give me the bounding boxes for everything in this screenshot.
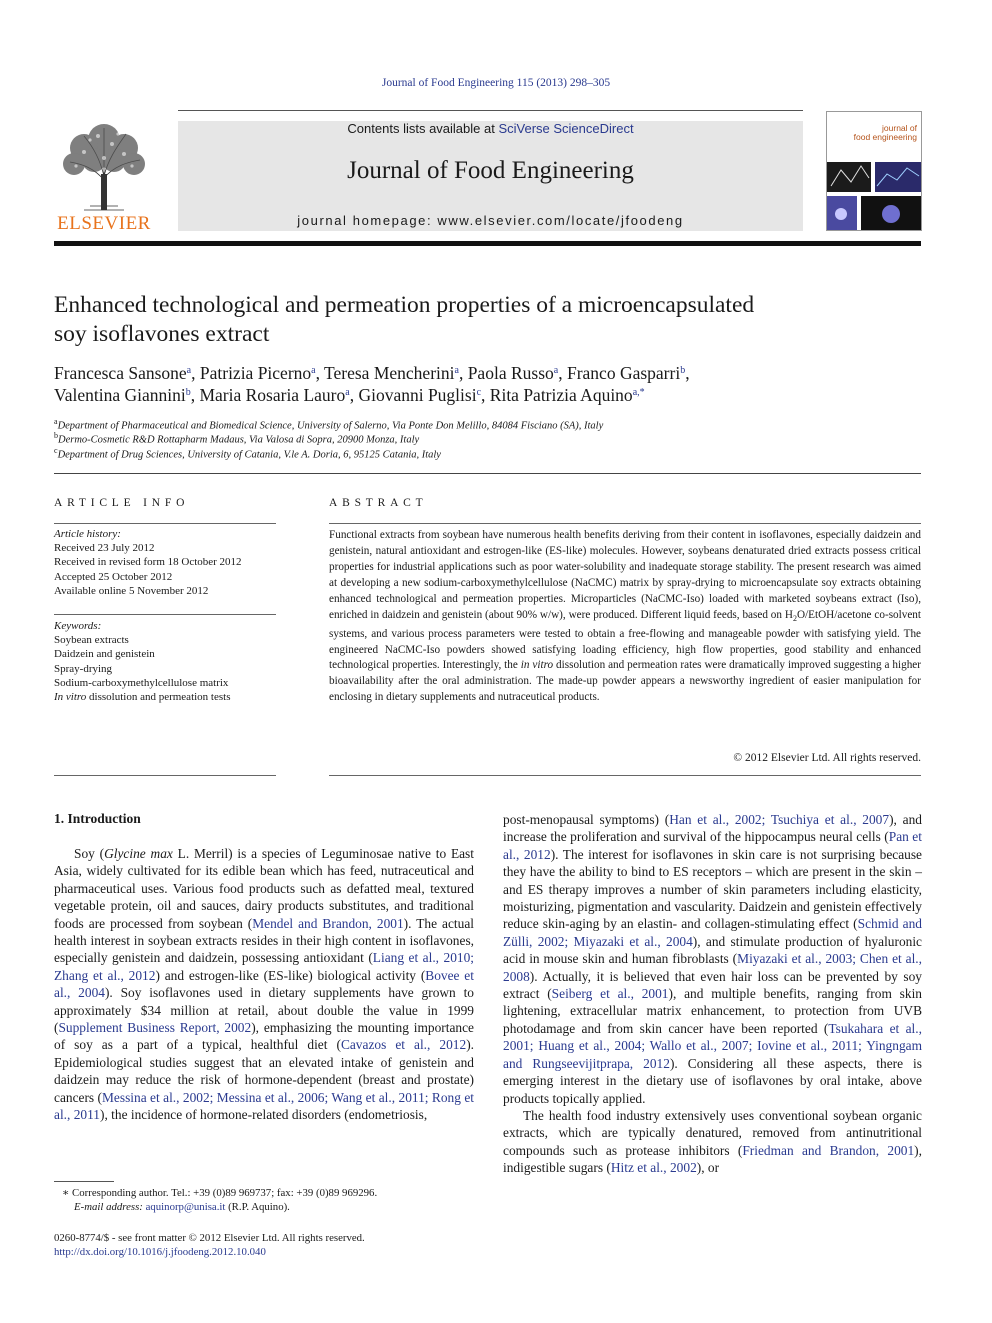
journal-citation[interactable]: Journal of Food Engineering 115 (2013) 298–305 (381, 77, 611, 89)
citation-link[interactable]: Seiberg et al., 2001 (551, 986, 669, 1002)
author-affiliation-link[interactable]: a (454, 365, 459, 376)
citation-link[interactable]: Messina et al., 2002; Messina et al., 2006; Wang et al., 2011; Rong et al., 2011 (54, 1089, 474, 1123)
citation-link[interactable]: Mendel and Brandon, 2001 (252, 915, 404, 931)
journal-cover-thumbnail (826, 111, 922, 231)
paragraph: post-menopausal symptoms) (Han et al., 2002; Tsuchiya et al., 2007), and increase the proliferation and survival of the hippocampus neural cells (Pan et al., 2012). The interest for isoflavones in skin care is not surprising because they have the ability to bind to ES receptors – which are present in the skin – and ES therapy improves a number of skin parameters including elasticity, moisturizing, pigmentation and vascularity. Daidzein and genistein effectively reduce skin-aging by an elastin- and collagen-stimulating effect (Schmid and Zülli, 2002; Miyazaki et al., 2004), and stimulate production of hyaluronic acid in mouse skin and human fibroblasts (Miyazaki et al., 2003; Chen et al., 2008). Actually, it is believed that even hair loss can be prevented by soy extract (Seiberg et al., 2001), and multiple benefits, ranging from skin lightening, extracellular matrix enhancement, to protection from UVB photodamage and from skin cancer have been reported (Tsukahara et al., 2001; Huang et al., 2004; Wallo et al., 2007; Iovine et al., 2011; Yingngam and Rungseevijitprapa, 2012). Considering all these aspects, there is emerging interest in the dietary use of isoflavones by oral intake, above products topically applied. (503, 812, 923, 1106)
citation-link[interactable]: Han et al., 2002; Tsuchiya et al., 2007 (669, 812, 890, 827)
citation-link[interactable]: Schmid and Zülli, 2002; Miyazaki et al., 2004 (503, 916, 923, 949)
citation-link[interactable]: Supplement Business Report, 2002 (58, 1020, 252, 1036)
history-item: Received in revised form 18 October 2012 (54, 556, 242, 569)
journal-banner (178, 121, 803, 231)
affiliation-divider (54, 473, 921, 474)
asterisk-mark: ∗ (62, 1187, 73, 1199)
citation-link[interactable]: Miyazaki et al., 2003; Chen et al., 2008 (503, 951, 922, 984)
header-bottom-rule (54, 241, 921, 246)
author-affiliation-link[interactable]: a (186, 365, 192, 376)
author: Paola Russo$^a$, (467, 363, 567, 383)
citation-link[interactable]: Hitz et al., 2002 (610, 1160, 697, 1176)
keywords-rule (54, 614, 276, 615)
body-column-left (54, 845, 474, 1124)
author: Valentina Giannini$^b$, (54, 385, 200, 405)
footnote-rule (54, 1181, 114, 1182)
article-title (54, 291, 934, 349)
journal-title: Journal of Food Engineering (347, 157, 634, 184)
keyword: Soybean extracts (54, 634, 129, 647)
doi-url[interactable]: http://dx.doi.org/10.1016/j.jfoodeng.2012.10.040 (54, 1246, 266, 1258)
abstract-rule (329, 523, 921, 524)
article-title-line2: soy isoflavones extract (54, 321, 270, 347)
author: Patrizia Picerno$^a$, (199, 363, 325, 383)
author: Franco Gasparri$^b$, (566, 363, 690, 383)
sciencedirect-link[interactable]: SciVerse ScienceDirect (498, 121, 634, 136)
author: Francesca Sansone$^a$, (54, 363, 200, 383)
email-note: E-mail address: aquinorp@unisa.it (R.P. Aquino). (74, 1201, 290, 1213)
corresponding-author-note: ∗ Corresponding author. Tel.: +39 (0)89 969737; fax: +39 (0)89 969296. (62, 1187, 378, 1199)
section-heading-introduction: 1. Introduction (54, 811, 141, 826)
article-history (54, 527, 276, 598)
history-item: Accepted 25 October 2012 (54, 570, 173, 583)
abstract-text: Functional extracts from soybean have numerous health benefits deriving from their content in isoflavones, especially daidzein and genistein, natural antioxidant and estrogen-like (ES-like) molecules. However, soybeans denaturated dried extracts possess critical properties for industrial applications such as poor water-solubility and inadequate storage stability. The present research was aimed at developing a new sodium-carboxymethylcellulose (NaCMC) matrix by spray-drying to microencapsulate soy extracts obtaining enhanced technological and permeation properties. Microparticles (NaCMC-Iso) loaded with marketed soybeans extract (Iso), enriched in daidzein and genistein (about 90% w/w), were produced. Different liquid feeds, based on $H_2O/EtOH$/acetone co-solvent systems, and various process parameters were tested to obtain a free-flowing and manageable powder with satisfying yield. The engineered NaCMC-Iso powders showed satisfying loading efficiency, high flow properties, good stability and enhanced technological properties. Interestingly, the in vitro dissolution and permeation rates were dramatically improved suggesting a higher bioavailability after the oral administration. The made-up powder appears a newsworthy ingredient of easier manipulation for enclosing in dietary supplements and nutraceutical products. (329, 529, 922, 704)
paragraph: The health food industry extensively uses conventional soybean organic extracts, which are typically denatured, removed from antinutritional compounds such as protease inhibitors (Friedman and Brandon, 2001), indigestible sugars (Hitz et al., 2002), or (503, 1107, 922, 1176)
contents-prefix: Contents lists available at (347, 121, 499, 136)
cover-title-line2: food engineering (853, 132, 917, 142)
author: Giovanni Puglisi$^c$, (358, 385, 490, 405)
author-affiliation-link[interactable]: a (345, 387, 350, 398)
cover-title (827, 124, 917, 142)
author-affiliation-link[interactable]: b (680, 365, 686, 376)
authors-line1 (54, 362, 934, 384)
abstract-copyright: © 2012 Elsevier Ltd. All rights reserved. (733, 752, 921, 764)
author-affiliation-link[interactable]: a,* (632, 387, 645, 398)
doi-link[interactable] (54, 1245, 484, 1259)
history-item: Available online 5 November 2012 (54, 584, 209, 597)
citation-link[interactable]: Bovee et al., 2004 (54, 967, 474, 1001)
citation-link[interactable]: Friedman and Brandon, 2001 (742, 1142, 915, 1158)
author-affiliation-link[interactable]: c (476, 387, 482, 398)
citation-link[interactable]: Liang et al., 2010; Zhang et al., 2012 (54, 950, 474, 983)
author: Maria Rosaria Lauro$^a$, (199, 385, 359, 405)
body-column-right (503, 811, 922, 1177)
keyword: Sodium-carboxymethylcellulose matrix (54, 676, 229, 689)
article-title-line1: Enhanced technological and permeation properties of a microencapsulated (54, 292, 755, 318)
cover-title-line1: journal of (882, 123, 917, 133)
contents-line (178, 121, 803, 136)
authors-line2 (54, 384, 934, 406)
header-top-rule (178, 110, 803, 111)
journal-homepage[interactable]: journal homepage: www.elsevier.com/locate/jfoodeng (297, 213, 684, 228)
author-affiliation-link[interactable]: b (185, 387, 191, 398)
article-info-heading: ARTICLE INFO (54, 497, 190, 509)
author: Rita Patrizia Aquino$^{a,*}$ (489, 385, 645, 405)
author: Teresa Mencherini$^a$, (324, 363, 468, 383)
issn-line: 0260-8774/$ - see front matter © 2012 Elsevier Ltd. All rights reserved. (54, 1232, 365, 1244)
history-item: Received 23 July 2012 (54, 542, 155, 555)
affiliation: $^a$Department of Pharmaceutical and Biomedical Science, University of Salerno, Via Ponte Don Melillo, 84084 Fisciano (SA), Italy (54, 417, 604, 432)
cover-artwork (827, 156, 921, 230)
keyword: In vitro dissolution and permeation tests (54, 691, 231, 704)
affiliation: $^b$Dermo-Cosmetic R&D Rottapharm Madaus, Via Valosa di Sopra, 20900 Monza, Italy (54, 431, 420, 446)
affiliation: $^c$Department of Drug Sciences, University of Catania, V.le A. Doria, 6, 95125 Catania, Italy (54, 446, 441, 461)
elsevier-wordmark: ELSEVIER (57, 213, 151, 234)
article-info-rule (54, 523, 276, 524)
keyword: Spray-drying (54, 662, 113, 675)
article-info-bottom-rule (54, 775, 276, 776)
abstract-bottom-rule (329, 775, 921, 776)
paragraph: Soy (Glycine max L. Merril) is a species of Leguminosae native to East Asia, widely cultivated for its edible bean which has feed, nutraceutical and pharmaceutical uses. Various food products such as defatted meal, textured vegetable protein, oil and sauces, dairy products substitutes, and traditional foods are processed from soybean (Mendel and Brandon, 2001). The actual health interest in soybean extracts resides in their high content in isoflavones, especially genistein and daidzein, possessing antioxidant (Liang et al., 2010; Zhang et al., 2012) and estrogen-like (ES-like) biological activity (Bovee et al., 2004). Soy isoflavones used in dietary supplements have grown to approximately $34 million at retail, about double the value in 1999 (Supplement Business Report, 2002), emphasizing the mounting importance of soy as a part of a typical, healthful diet (Cavazos et al., 2012). Epidemiological studies suggest that an elevated intake of genistein and daidzein may reduce the risk of hormone-dependent (breast and prostate) cancers (Messina et al., 2002; Messina et al., 2006; Wang et al., 2011; Rong et al., 2011), the incidence of hormone-related disorders (endometriosis, (54, 846, 474, 1123)
history-label: Article history: (54, 528, 121, 540)
author-affiliation-link[interactable]: a (553, 365, 559, 376)
citation-link[interactable]: Tsukahara et al., 2001; Huang et al., 2004; Wallo et al., 2007; Iovine et al., 2011; Yingngam and Rungseevijitprapa, 2012 (503, 1020, 922, 1071)
author-affiliation-link[interactable]: a (311, 365, 316, 376)
email-link[interactable]: aquinorp@unisa.it (145, 1201, 226, 1213)
citation-link[interactable]: Cavazos et al., 2012 (340, 1037, 467, 1053)
keywords-label: Keywords: (54, 620, 102, 632)
citation-link[interactable]: Pan et al., 2012 (503, 829, 922, 862)
keywords (54, 619, 276, 704)
keyword: Daidzein and genistein (54, 648, 155, 661)
author-list (54, 362, 934, 406)
abstract-heading: ABSTRACT (329, 497, 428, 509)
